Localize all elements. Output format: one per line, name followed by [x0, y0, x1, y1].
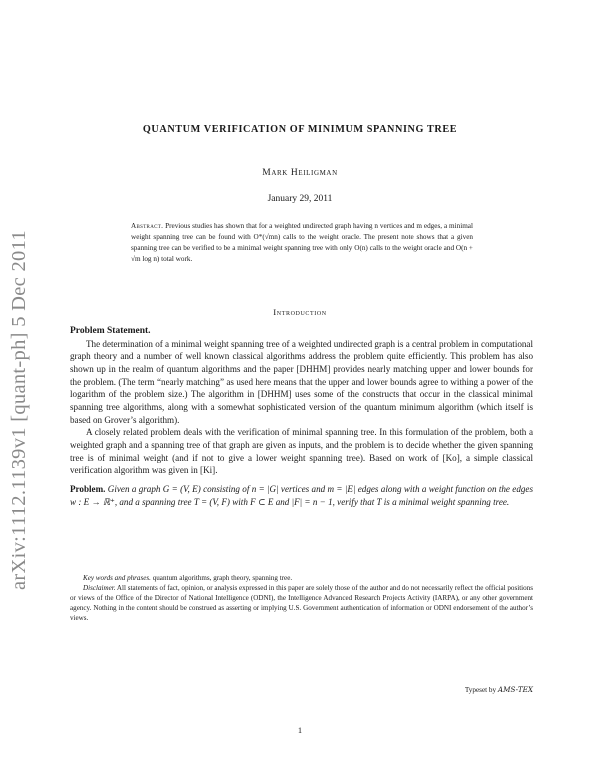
- disclaimer-text: All statements of fact, opinion, or analysis expressed in this paper are solely those of the author and do not necessarily reflect the official positions or views of the Office of the Director of National Intelligence (ODNI), the Intelligence Advanced Research Projects Activity (IARPA), or any other government agency. Nothing in the content should be construed as asserting or implying U.S. Government authentication of information or ODNI endorsement of the author’s views.: [70, 583, 533, 622]
- keywords-label: Key words and phrases.: [83, 574, 151, 582]
- section-heading-introduction: Introduction: [273, 307, 327, 317]
- author-name: Mark Heiligman: [262, 168, 338, 178]
- paragraph-2: A closely related problem deals with the verification of minimal spanning tree. In this formulation of the problem, both a weighted graph and a spanning tree of that graph are given as inputs, and the problem is to decide whether the given spanning tree is of minimal weight (and if not to give a lower weight spanning tree). Based on work of [Ko], a simple classical verification algorithm was given in [Ki].: [70, 427, 533, 476]
- disclaimer-label: Disclaimer.: [83, 583, 116, 592]
- arxiv-stamp: arXiv:1112.1139v1 [quant-ph] 5 Dec 2011: [8, 230, 30, 590]
- typeset-brand: AMS-TEX: [497, 685, 533, 694]
- paper-title: QUANTUM VERIFICATION OF MINIMUM SPANNING TREE: [142, 124, 458, 135]
- problem-text: Given a graph G = (V, E) consisting of n = |G| vertices and m = |E| edges along with a weight function on the edges w : E → ℝ⁺, and a spanning tree T = (V, F) with F ⊂ E and |F| = n − 1, verify that T is a minimal weight spanning tree.: [70, 483, 534, 507]
- paragraph-1: The determination of a minimal weight spanning tree of a weighted undirected graph is a central problem in computational graph theory and a number of well known classical algorithms address the problem quite efficiently. This problem has also shown up in the realm of quantum algorithms and the paper [DHHM] provides nearly matching upper and lower bounds for the problem. (The term “nearly matching” as used here means that the upper and lower bounds agree to withing a power of the logarithm of the problem size.) The algorithm in [DHHM] uses some of the constructs that occur in the classical minimal spanning tree algorithms, along with a somewhat sophisticated version of the quantum minimum algorithm (which itself is based on Grover’s algorithm).: [70, 338, 533, 425]
- disclaimer-footnote: [70, 584, 533, 624]
- problem-statement-heading: Problem Statement.: [70, 326, 151, 336]
- abstract-text: Previous studies has shown that for a weighted undirected graph having n vertices and m edges, a minimal weight spanning tree can be found with O*(√mn) calls to the weight oracle. The present note shows that a given spanning tree can be verified to be a minimal weight spanning tree with only O(n) calls to the weight oracle and O(n + √m log n) total work.: [131, 222, 473, 263]
- typeset-note: [345, 685, 533, 694]
- abstract: [131, 221, 473, 265]
- paper-date: January 29, 2011: [267, 194, 333, 204]
- page-number: 1: [297, 725, 303, 735]
- keywords-text: quantum algorithms, graph theory, spanning tree.: [152, 574, 293, 582]
- footnotes: [70, 574, 533, 624]
- typeset-prefix: Typeset by: [464, 686, 497, 694]
- problem-label: Problem.: [70, 483, 106, 494]
- main-body: [70, 325, 533, 508]
- keywords-footnote: [70, 574, 533, 584]
- problem-statement: [70, 483, 533, 508]
- abstract-label: Abstract.: [131, 222, 164, 230]
